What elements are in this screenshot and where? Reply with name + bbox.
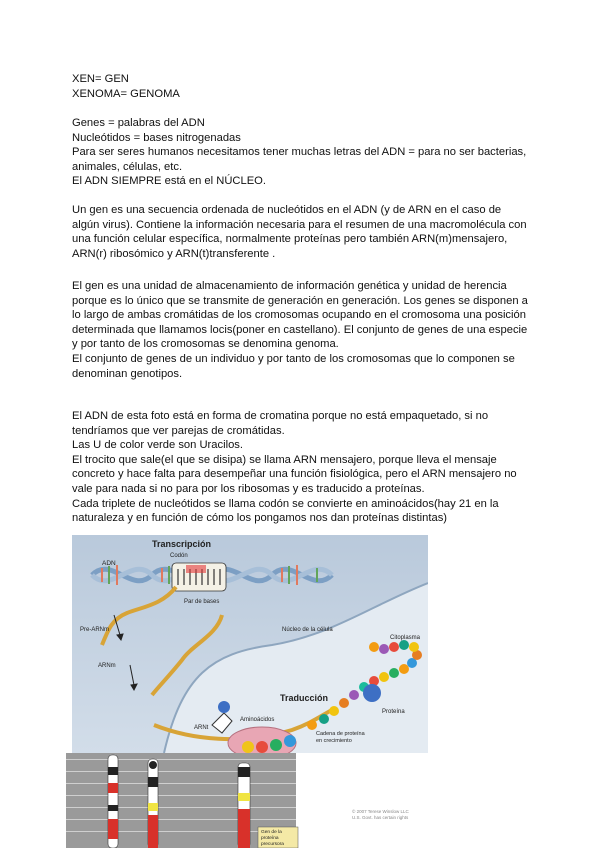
- line: porque es lo único que se transmite de generación en generación. Los genes se disponen a: [72, 294, 528, 307]
- label-arnm: ARNm: [98, 663, 116, 669]
- label-protein: Proteína: [382, 709, 405, 715]
- label-codon: Codón: [170, 553, 188, 559]
- gene-definition-paragraph: [72, 203, 532, 261]
- gene-unit-paragraph: [72, 279, 532, 381]
- line: Genes = palabras del ADN: [72, 117, 205, 129]
- line: Nucleótidos = bases nitrogenadas: [72, 131, 241, 144]
- line: El gen es una unidad de almacenamiento de información genética y unidad de herencia: [72, 280, 507, 292]
- line: una función celular específica, normalmente proteínas pero también ARN(m)mensajero,: [72, 233, 508, 246]
- label-nucleus: Núcleo de la célula: [282, 627, 333, 633]
- line: naturaleza y en función de cómo los pongamos nos dan proteínas distintas): [72, 512, 448, 525]
- line: XEN= GEN: [72, 73, 129, 85]
- chromosome-figure: [66, 753, 426, 848]
- label-translation: Traducción: [280, 693, 329, 703]
- copyright-line-2: U.S. Govt. has certain rights: [352, 815, 409, 820]
- line: y por tanto de los cromosomas se denomina genoma.: [72, 338, 339, 351]
- line: vale para nada si no para por los ribosomas y es traducido a proteínas.: [72, 482, 425, 495]
- line: El ADN SIEMPRE está en el NÚCLEO.: [72, 175, 266, 188]
- label-transcription: Transcripción: [152, 539, 212, 549]
- gene-label-2: proteína: [261, 836, 279, 841]
- codon-highlight: [186, 565, 206, 573]
- gene-label: Gen de la: [261, 830, 282, 835]
- label-pre-arnm: Pre-ARNm: [80, 627, 110, 633]
- copyright-line: © 2007 Terese Winslow LLC: [352, 809, 409, 814]
- line: algún virus). Contiene la información necesaria para el resumen de una macromolécula con: [72, 218, 527, 231]
- label-base-pair: Par de bases: [184, 599, 220, 605]
- line: tendríamos que ver parejas de cromátidas.: [72, 424, 285, 437]
- chromosome-middle: [148, 759, 158, 848]
- label-amino-acids: Aminoácidos: [240, 717, 275, 723]
- transcription-translation-figure: [72, 535, 428, 753]
- line: Un gen es una secuencia ordenada de nucleótidos en el ADN (y de ARN en el caso de: [72, 204, 502, 216]
- label-arnt: ARNt: [194, 725, 209, 731]
- line: El ADN de esta foto está en forma de cromatina porque no está empaquetado, si no: [72, 410, 489, 422]
- line: animales, células, etc.: [72, 160, 183, 173]
- line: determinada que llamamos locis(poner en castellano). El conjunto de genes de una especie: [72, 323, 528, 336]
- line: El conjunto de genes de un individuo y por tanto de los cromosomas que lo componen se: [72, 352, 515, 365]
- line: Para ser seres humanos necesitamos tener muchas letras del ADN = para no ser bacterias,: [72, 146, 527, 159]
- photo-explanation-paragraph: [72, 409, 532, 526]
- chromosome-left: [108, 755, 118, 848]
- line: ARN(r) ribosómico y ARN(t)transferente .: [72, 247, 276, 260]
- line: Las U de color verde son Uracilos.: [72, 439, 243, 452]
- line: El trocito que sale(el que se disipa) se llama ARN mensajero, porque lleva el mensaje: [72, 453, 497, 466]
- label-cytoplasm: Citoplasma: [390, 635, 421, 641]
- heading-block: [72, 72, 532, 101]
- line: Cada triplete de nucleótidos se llama codón se convierte en aminoácidos(hay 21 en la: [72, 497, 499, 510]
- definitions-block: [72, 116, 532, 189]
- label-adn: ADN: [102, 560, 116, 567]
- line: denominan genotipos.: [72, 367, 183, 380]
- line: XENOMA= GENOMA: [72, 87, 180, 100]
- gene-label-3: precursora: [261, 842, 284, 847]
- line: concreto y hace falta para desempeñar una función fisiológica, pero el ARN mensajero no: [72, 468, 517, 481]
- label-growing-chain-2: en crecimiento: [316, 738, 352, 744]
- line: lo largo de ambas cromátidas de los cromosomas ocupando en el cromosoma una posición: [72, 309, 526, 322]
- chromosome-right: [238, 763, 250, 848]
- label-growing-chain: Cadena de proteína: [316, 731, 365, 737]
